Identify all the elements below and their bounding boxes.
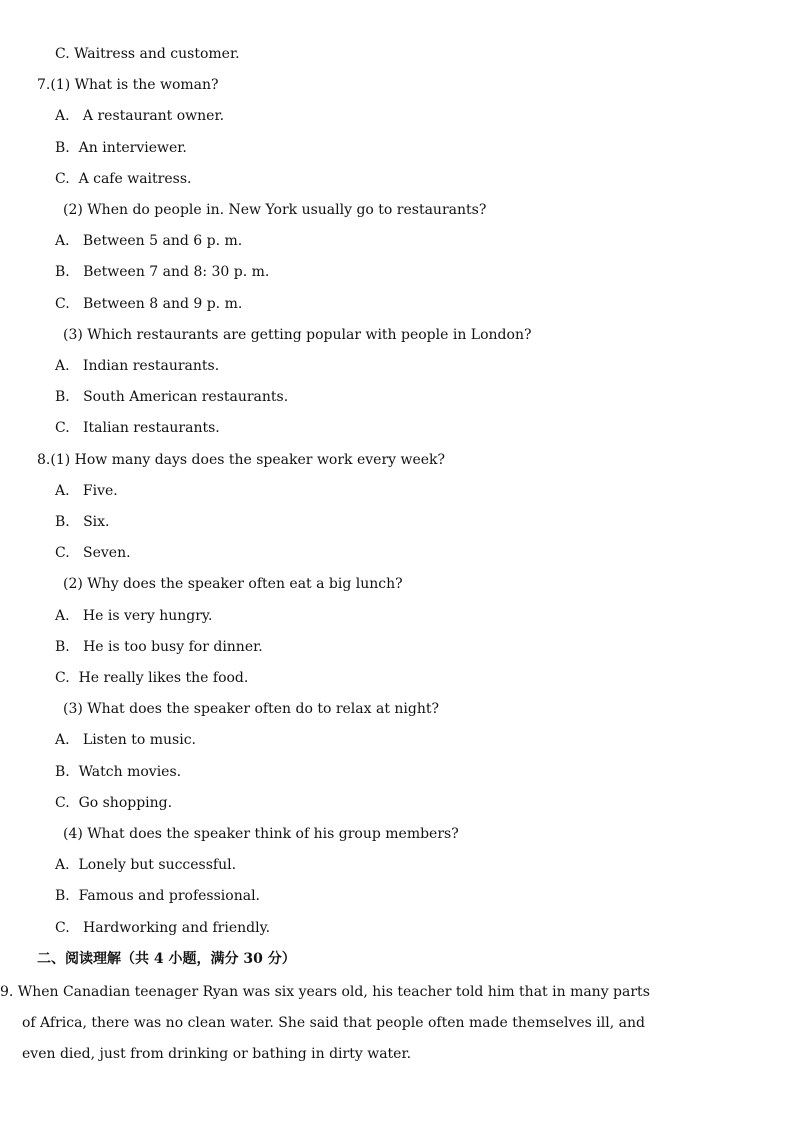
passage-line-1-text: 9. When Canadian teenager Ryan was six years old, his teacher told him that in many parts	[0, 984, 650, 1000]
question-line: 7.(1) What is the woman?	[37, 77, 219, 94]
section-title: 二、阅读理解（共 4 小题，满分 30 分）	[37, 951, 296, 967]
option-line: A. Listen to music.	[55, 732, 196, 749]
sub-question-line: (3) What does the speaker often do to relax at night?	[63, 701, 439, 718]
passage-line-3-text: even died, just from drinking or bathing in dirty water.	[22, 1046, 412, 1062]
passage-line-3	[22, 1045, 411, 1063]
option-line: C. A cafe waitress.	[55, 170, 192, 187]
option-line: B. An interviewer.	[55, 139, 187, 156]
option-line: C. Go shopping.	[55, 794, 173, 811]
option-line: B. Six.	[55, 514, 110, 530]
passage-line-2	[22, 1014, 645, 1032]
option-line: B. Between 7 and 8: 30 p. m.	[55, 264, 270, 281]
option-line: A. A restaurant owner.	[55, 108, 225, 125]
passage-line-1	[0, 983, 722, 1001]
option-line: C. Waitress and customer.	[55, 46, 240, 62]
option-line: A. Indian restaurants.	[55, 358, 220, 374]
option-line: B. South American restaurants.	[55, 389, 289, 406]
option-line: C. Hardworking and friendly.	[55, 919, 271, 936]
option-line: B. He is too busy for dinner.	[55, 638, 263, 655]
sub-question-line: (2) Why does the speaker often eat a big lunch?	[63, 576, 403, 593]
option-line: B. Watch movies.	[55, 763, 182, 780]
option-line: C. Seven.	[55, 545, 131, 562]
option-line: B. Famous and professional.	[55, 888, 260, 905]
option-line: A. Between 5 and 6 p. m.	[55, 233, 243, 250]
option-line: A. He is very hungry.	[55, 607, 213, 624]
option-line: C. He really likes the food.	[55, 670, 249, 686]
option-line: C. Italian restaurants.	[55, 420, 220, 437]
sub-question-line: (2) When do people in. New York usually go to restaurants?	[63, 202, 487, 218]
option-line: A. Lonely but successful.	[55, 857, 237, 874]
question-line: 8.(1) How many days does the speaker work every week?	[37, 451, 446, 468]
sub-question-line: (4) What does the speaker think of his group members?	[63, 826, 459, 842]
option-line: C. Between 8 and 9 p. m.	[55, 295, 243, 312]
option-line: A. Five.	[55, 482, 118, 499]
passage-line-2-text: of Africa, there was no clean water. She said that people often made themselves ill, and	[22, 1015, 645, 1031]
sub-question-line: (3) Which restaurants are getting popular with people in London?	[63, 326, 532, 343]
